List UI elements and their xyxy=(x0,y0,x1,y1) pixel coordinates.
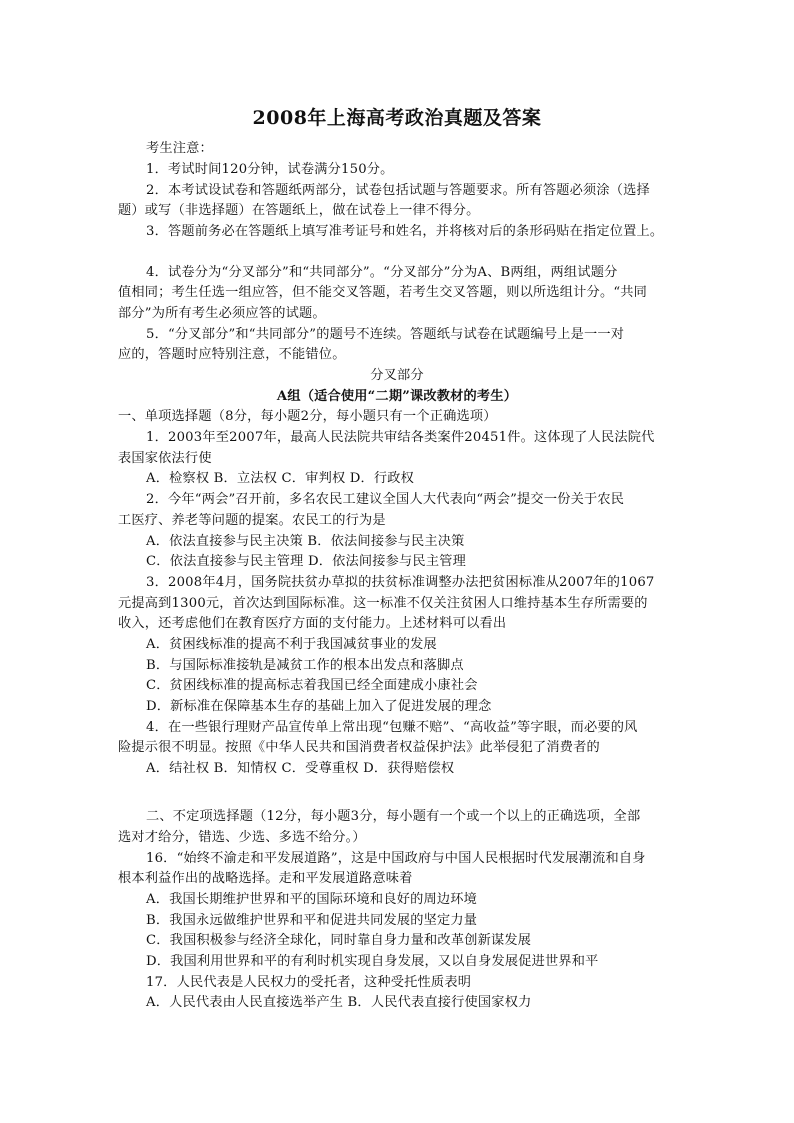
part2-heading: 二、不定项选择题（12分，每小题3分，每小题有一个或一个以上的正确选项，全部 xyxy=(146,809,641,824)
notice-line: 5．“分叉部分”和“共同部分”的题号不连续。答题纸与试卷在试题编号上是一一对 xyxy=(146,327,625,342)
page-title: 2008年上海高考政治真题及答案 xyxy=(252,107,542,129)
option-line: C．依法直接参与民主管理 D．依法间接参与民主管理 xyxy=(146,554,466,569)
question-line: 1．2003年至2007年，最高人民法院共审结各类案件20451件。这体现了人民法院代 xyxy=(146,430,655,445)
question-line: 元提高到1300元，首次达到国际标准。这一标准不仅关注贫困人口维持基本生存所需要的 xyxy=(118,596,648,611)
question-line: 2．今年“两会”召开前，多名农民工建议全国人大代表向“两会”提交一份关于农民 xyxy=(146,492,625,507)
option-line: A．人民代表由人民直接选举产生 B．人民代表直接行使国家权力 xyxy=(146,995,532,1010)
notice-line: 4．试卷分为“分叉部分”和“共同部分”。“分叉部分”分为A、B两组，两组试题分 xyxy=(146,265,618,280)
notice-line: 题）或写（非选择题）在答题纸上，做在试卷上一律不得分。 xyxy=(118,203,480,218)
notice-line: 2．本考试设试卷和答题纸两部分，试卷包括试题与答题要求。所有答题必须涂（选择 xyxy=(146,183,650,198)
group-title: A组（适合使用“二期”课改教材的考生） xyxy=(276,389,518,404)
notice-line: 部分”为所有考生必须应答的试题。 xyxy=(118,306,326,321)
part2-heading: 选对才给分，错选、少选、多选不给分。） xyxy=(118,830,366,845)
option-line: A．检察权 B．立法权 C．审判权 D．行政权 xyxy=(146,471,415,486)
notice-line: 3．答题前务必在答题纸上填写准考证号和姓名，并将核对后的条形码贴在指定位置上。 xyxy=(146,224,664,239)
question-line: 表国家依法行使 xyxy=(118,451,212,466)
option-line: A．结社权 B．知情权 C．受尊重权 D．获得赔偿权 xyxy=(146,761,455,776)
section-title: 分叉部分 xyxy=(370,368,424,383)
notice-line: 1．考试时间120分钟，试卷满分150分。 xyxy=(146,162,394,177)
option-line: A．我国长期维护世界和平的国际环境和良好的周边环境 xyxy=(146,892,478,907)
question-line: 工医疗、养老等问题的提案。农民工的行为是 xyxy=(118,513,386,528)
question-line: 根本利益作出的战略选择。走和平发展道路意味着 xyxy=(118,871,413,886)
option-line: D．我国利用世界和平的有利时机实现自身发展，又以自身发展促进世界和平 xyxy=(146,954,599,969)
question-line: 4．在一些银行理财产品宣传单上常出现“包赚不赔”、“高收益”等字眼，而必要的风 xyxy=(146,720,638,735)
notice-line: 值相同；考生任选一组应答，但不能交叉答题，若考生交叉答题，则以所选组计分。“共同 xyxy=(118,285,648,300)
notice-heading: 考生注意： xyxy=(146,141,213,156)
option-line: B．我国永远做维护世界和平和促进共同发展的坚定力量 xyxy=(146,913,478,928)
question-line: 收入，还考虑他们在教育医疗方面的支付能力。上述材料可以看出 xyxy=(118,616,507,631)
question-line: 16．“始终不渝走和平发展道路”，这是中国政府与中国人民根据时代发展潮流和自身 xyxy=(146,851,646,866)
option-line: A．依法直接参与民主决策 B．依法间接参与民主决策 xyxy=(146,534,465,549)
question-line: 17．人民代表是人民权力的受托者，这种受托性质表明 xyxy=(146,975,472,990)
option-line: D．新标准在保障基本生存的基础上加入了促进发展的理念 xyxy=(146,699,492,714)
part1-heading: 一、单项选择题（8分，每小题2分，每小题只有一个正确选项） xyxy=(118,409,497,424)
option-line: C．贫困线标准的提高标志着我国已经全面建成小康社会 xyxy=(146,678,478,693)
question-line: 3．2008年4月，国务院扶贫办草拟的扶贫标准调整办法把贫困标准从2007年的1067 xyxy=(146,575,655,590)
option-line: A．贫困线标准的提高不利于我国减贫事业的发展 xyxy=(146,637,437,652)
notice-line: 应的，答题时应特别注意，不能错位。 xyxy=(118,347,346,362)
option-line: C．我国积极参与经济全球化，同时靠自身力量和改革创新谋发展 xyxy=(146,933,532,948)
option-line: B．与国际标准接轨是减贫工作的根本出发点和落脚点 xyxy=(146,658,464,673)
question-line: 险提示很不明显。按照《中华人民共和国消费者权益保护法》此举侵犯了消费者的 xyxy=(118,740,600,755)
